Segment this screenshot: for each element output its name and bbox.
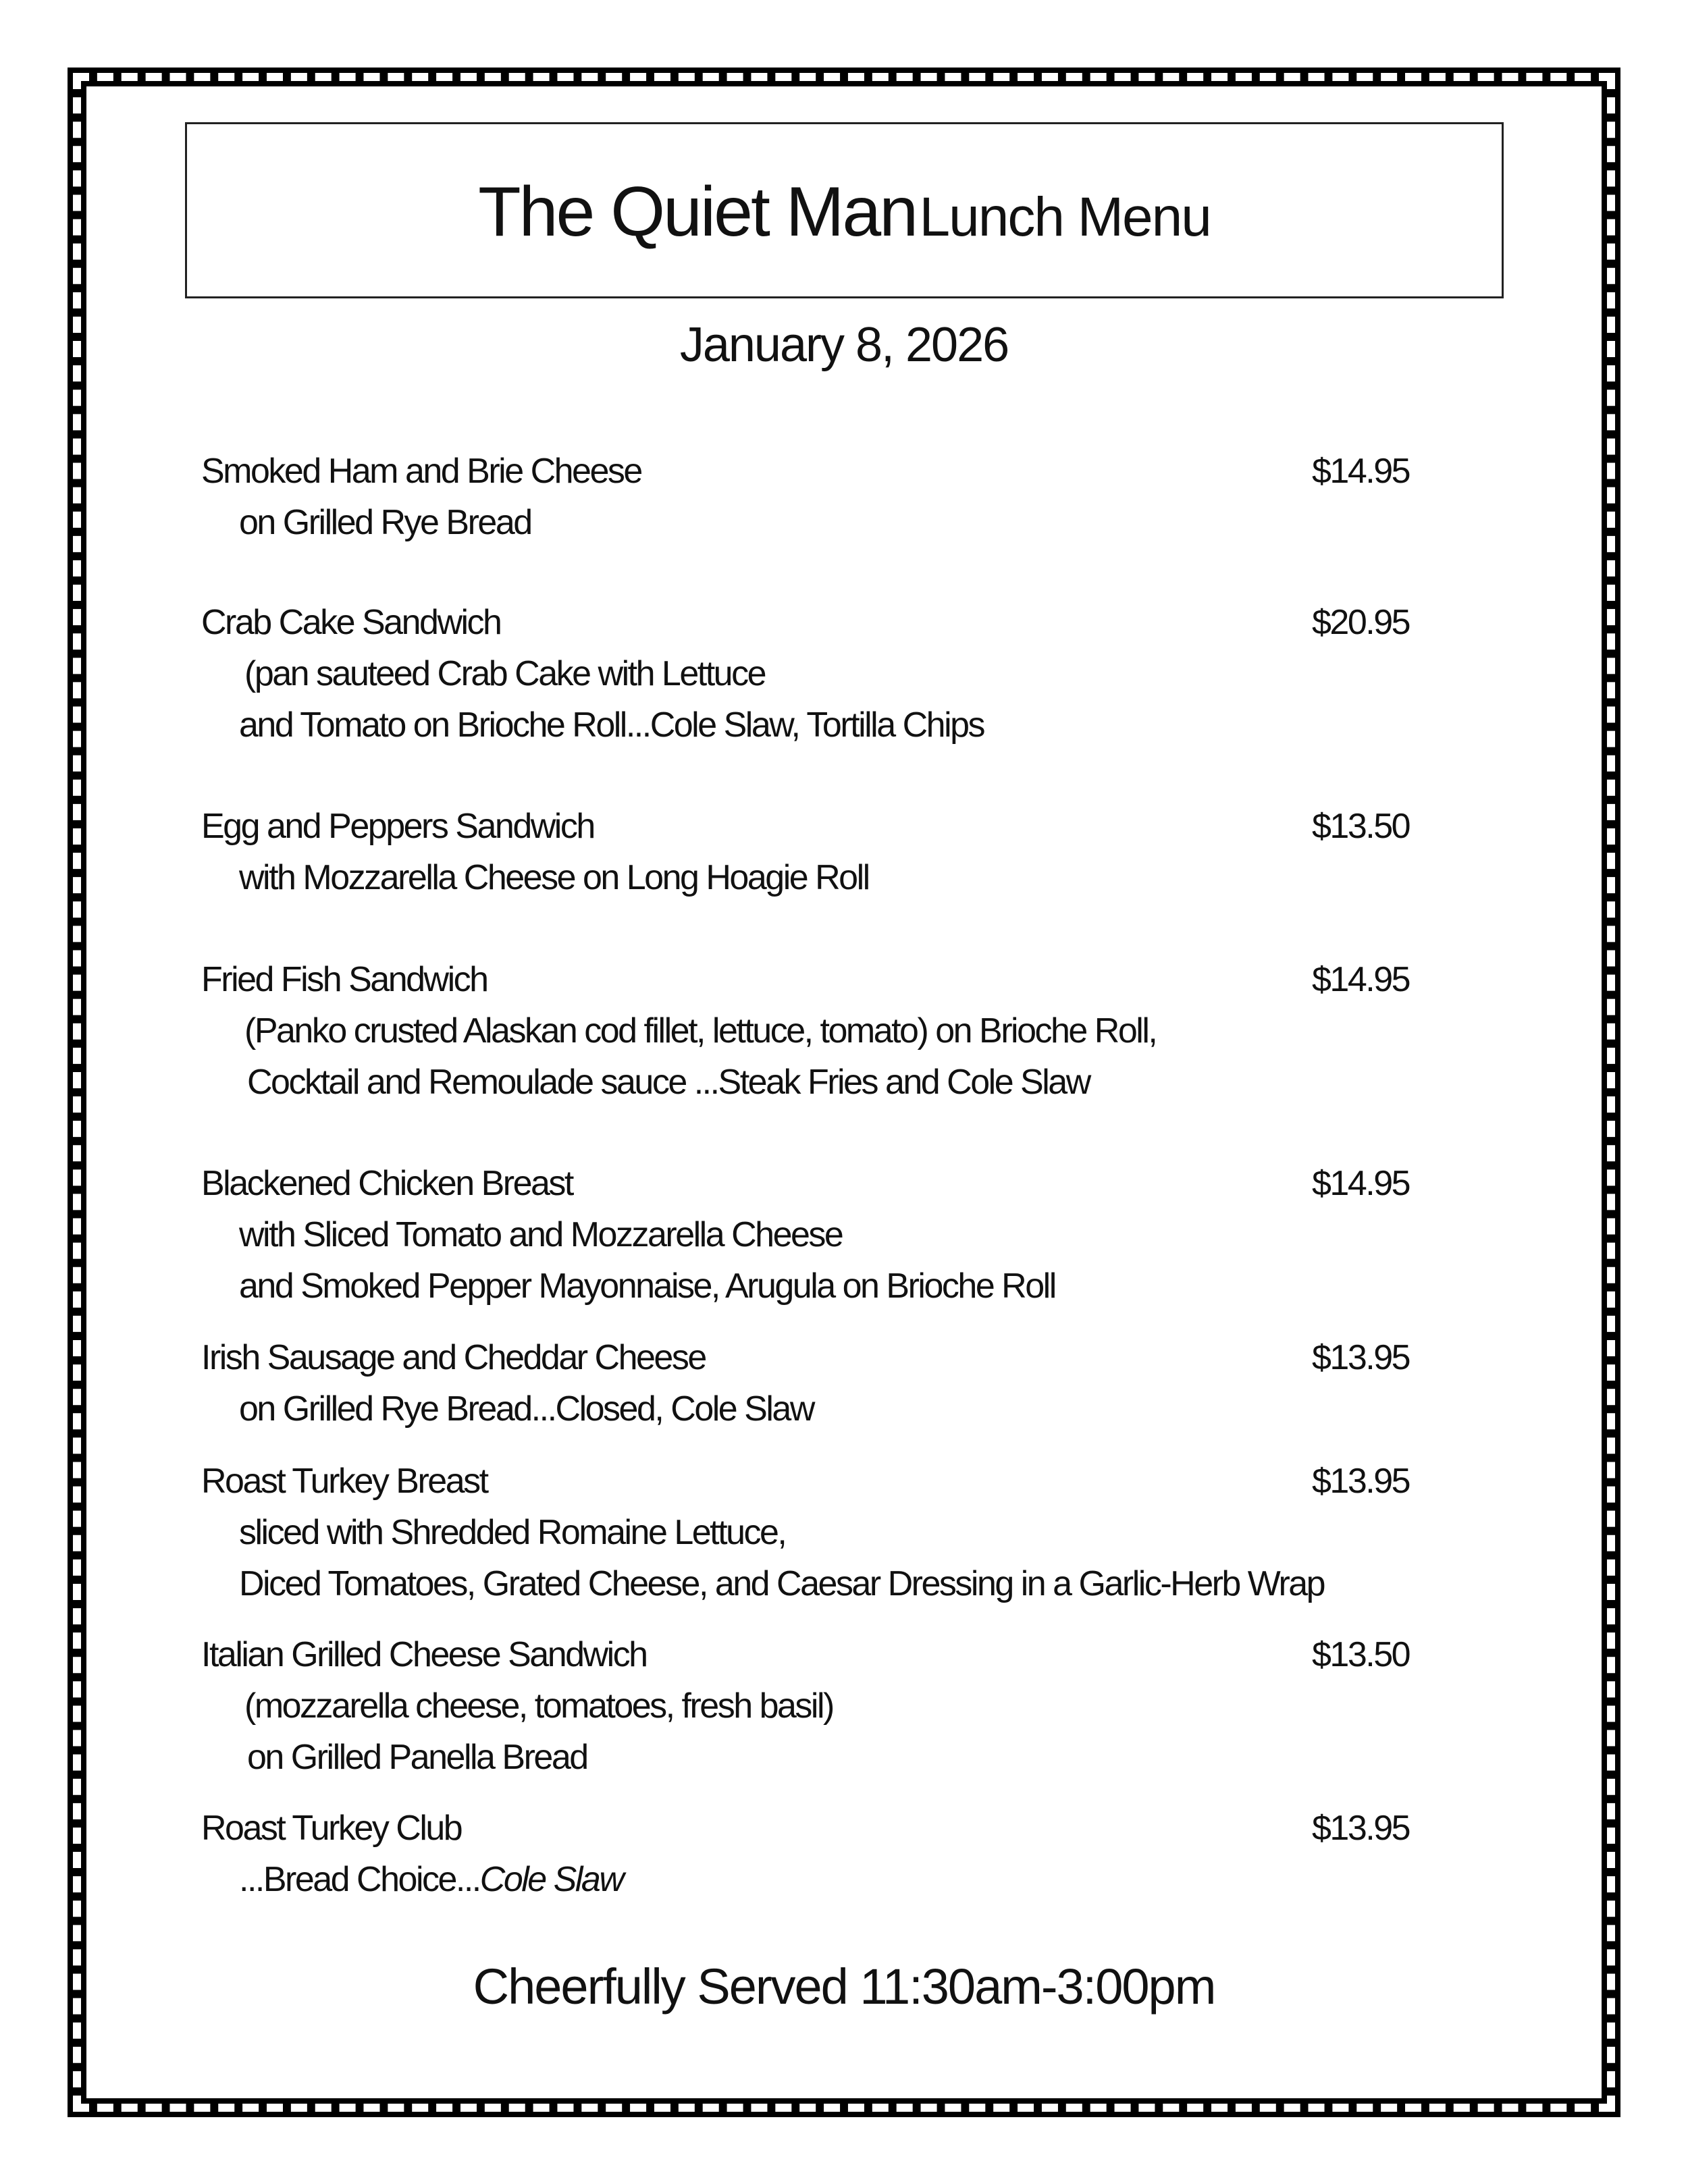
- menu-item: [201, 1456, 1450, 1609]
- item-description: with Sliced Tomato and Mozzarella Cheese: [239, 1215, 843, 1254]
- item-price: $13.95: [1312, 1462, 1410, 1501]
- item-name: Irish Sausage and Cheddar Cheese: [201, 1338, 706, 1377]
- item-description: on Grilled Panella Bread: [247, 1738, 587, 1777]
- item-name: Roast Turkey Club: [201, 1809, 462, 1848]
- menu-item: [201, 801, 1450, 903]
- item-description: sliced with Shredded Romaine Lettuce,: [239, 1513, 786, 1552]
- item-description: and Smoked Pepper Mayonnaise, Arugula on Brioche Roll: [239, 1267, 1055, 1306]
- item-name: Fried Fish Sandwich: [201, 960, 487, 999]
- serving-hours: Cheerfully Served 11:30am-3:00pm: [473, 1959, 1215, 2015]
- item-description: Cocktail and Remoulade sauce ...Steak Fries and Cole Slaw: [247, 1063, 1090, 1102]
- item-description: on Grilled Rye Bread...Closed, Cole Slaw: [239, 1389, 814, 1429]
- item-price: $14.95: [1312, 960, 1410, 999]
- menu-item: [201, 954, 1450, 1108]
- item-price: $14.95: [1312, 452, 1410, 491]
- menu-item: [201, 597, 1450, 751]
- item-name: Italian Grilled Cheese Sandwich: [201, 1635, 647, 1674]
- item-description: (Panko crusted Alaskan cod fillet, lettuce, tomato) on Brioche Roll,: [244, 1011, 1157, 1050]
- item-name: Smoked Ham and Brie Cheese: [201, 452, 641, 491]
- menu-item: [201, 1158, 1450, 1312]
- item-name: Egg and Peppers Sandwich: [201, 807, 594, 846]
- title-box: [185, 122, 1504, 298]
- item-description: ...Bread Choice...Cole Slaw: [239, 1860, 623, 1899]
- item-name: Crab Cake Sandwich: [201, 603, 501, 642]
- menu-item: [201, 1629, 1450, 1783]
- item-price: $13.95: [1312, 1338, 1410, 1377]
- item-description: (mozzarella cheese, tomatoes, fresh basil): [244, 1686, 833, 1726]
- restaurant-name: The Quiet Man: [478, 173, 917, 251]
- menu-item: [201, 1332, 1450, 1435]
- menu-date: January 8, 2026: [679, 318, 1009, 372]
- item-description: and Tomato on Brioche Roll...Cole Slaw, Tortilla Chips: [239, 705, 984, 745]
- item-description: (pan sauteed Crab Cake with Lettuce: [244, 654, 766, 693]
- menu-title: Lunch Menu: [919, 186, 1211, 248]
- item-price: $13.50: [1312, 807, 1410, 846]
- item-description: Diced Tomatoes, Grated Cheese, and Caesar Dressing in a Garlic-Herb Wrap: [239, 1564, 1325, 1603]
- item-price: $13.50: [1312, 1635, 1410, 1674]
- item-price: $14.95: [1312, 1164, 1410, 1203]
- item-description: with Mozzarella Cheese on Long Hoagie Roll: [239, 858, 869, 897]
- item-price: $20.95: [1312, 603, 1410, 642]
- menu-item: [201, 446, 1450, 548]
- menu-item: [201, 1803, 1450, 1905]
- item-name: Blackened Chicken Breast: [201, 1164, 573, 1203]
- item-name: Roast Turkey Breast: [201, 1462, 487, 1501]
- item-description: on Grilled Rye Bread: [239, 503, 531, 542]
- item-price: $13.95: [1312, 1809, 1410, 1848]
- item-side: Cole Slaw: [479, 1860, 623, 1899]
